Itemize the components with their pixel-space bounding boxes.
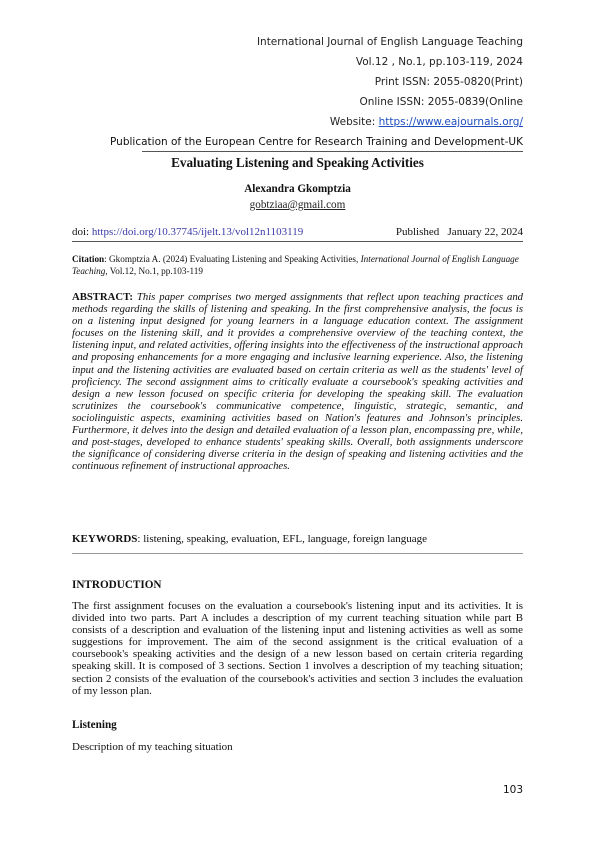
listening-heading: Listening xyxy=(72,719,117,731)
doi-link[interactable]: https://doi.org/10.37745/ijelt.13/vol12n1103119 xyxy=(91,226,304,238)
header-divider xyxy=(142,151,523,152)
intro-heading: INTRODUCTION xyxy=(72,579,162,591)
doi-row xyxy=(72,226,523,238)
article-title: Evaluating Listening and Speaking Activities xyxy=(171,155,424,170)
journal-name: International Journal of English Language Teaching xyxy=(256,36,523,48)
author-email[interactable]: gobtziaa@gmail.com xyxy=(249,199,346,211)
listening-subheading: Description of my teaching situation xyxy=(72,741,233,753)
citation-text: : Gkomptzia A. (2024) Evaluating Listening and Speaking Activities, xyxy=(104,254,361,264)
abstract-label: ABSTRACT: xyxy=(72,291,133,303)
citation-label: Citation xyxy=(72,254,105,264)
author-name: Alexandra Gkomptzia xyxy=(244,183,351,195)
page-number: 103 xyxy=(502,784,523,796)
citation xyxy=(72,253,523,277)
keywords xyxy=(72,533,523,545)
abstract xyxy=(72,291,523,472)
website-link[interactable]: https://www.eajournals.org/ xyxy=(378,116,523,128)
online-issn: Online ISSN: 2055-0839(Online xyxy=(359,96,523,108)
publication-line: Publication of the European Centre for Research Training and Development-UK xyxy=(110,136,523,148)
keywords-text: : listening, speaking, evaluation, EFL, language, foreign language xyxy=(137,533,427,545)
doi-label: doi: xyxy=(72,226,92,238)
keywords-divider xyxy=(72,553,523,554)
published-label: Published xyxy=(395,226,440,238)
published-info xyxy=(396,226,523,238)
intro-paragraph: The first assignment focuses on the evaluation a coursebook's listening input and its activities. It is divided into two parts. Part A includes a description of my current teaching situation while part B consists of a description and evaluation of the listening input and listening activities as well as some suggestions for improvement. The aim of the second assignment is the critical evaluation of a coursebook's speaking activities and the design of a new lesson based on certain criteria regarding speaking skill. It is composed of 3 sections. Section 1 involves a description of my teaching situation; section 2 consists of the evaluation of the coursebook's activities and section 3 includes the evaluation of my lesson plan. xyxy=(72,600,523,697)
journal-volume: Vol.12 , No.1, pp.103-119, 2024 xyxy=(355,56,523,68)
keywords-label: KEYWORDS xyxy=(72,533,138,545)
doi-divider xyxy=(72,241,523,242)
print-issn: Print ISSN: 2055-0820(Print) xyxy=(374,76,523,88)
abstract-text: This paper comprises two merged assignments that reflect upon teaching practices and methods regarding the skills of listening and speaking. In the first comprehensive analysis, the focus is on a listening input designed for young learners in a language education context. The assignment focuses on the listening skill, and it provides a comprehensive overview of the teaching context, the listening input, and related activities, offering insights into the effectiveness of the instructional approach and proposing enhancements for a more engaging and inclusive learning experience. Also, the listening input and the listening activities are evaluated based on certain criteria as well as the students' level of proficiency. The second assignment aims to critically evaluate a coursebook's speaking activities and design a new lesson focused on specific criteria for developing the speaking skill. The evaluation scrutinizes the coursebook's communicative competence, linguistic, strategic, semantic, and sociolinguistic aspects, examining activities based on Nation's features and Johnson's principles. Furthermore, it delves into the design and detailed evaluation of a lesson plan, encompassing pre, while, and post-stages, developed to enhance students' speaking skills. Overall, both assignments underscore the significance of considering diverse criteria in the design of speaking and listening activities and the continuous refinement of instructional approaches. xyxy=(72,291,524,473)
website-label: Website: xyxy=(329,116,379,128)
citation-details: , Vol.12, No.1, pp.103-119 xyxy=(105,266,203,276)
website-line xyxy=(330,116,523,128)
published-date: January 22, 2024 xyxy=(447,226,523,238)
citation-journal: International Journal of English Language Teaching xyxy=(72,254,519,276)
